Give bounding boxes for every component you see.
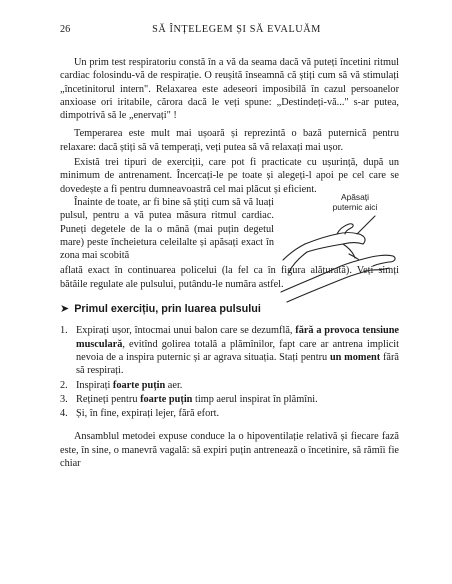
paragraph-exercise-types: Există trei tipuri de exerciții, care pot fi practicate cu ușurință, după un minimum de antrenament. Încercați-le pe toate și alegeți-l apoi pe cel care se dovedește a fi pentru dumneavoastră cel mai plăcut și eficient. [60, 157, 399, 195]
running-title: SĂ ÎNȚELEGEM ȘI SĂ EVALUĂM [152, 24, 321, 35]
paragraph-pulse-start: Înainte de toate, ar fi bine să știți cum să vă luați pulsul, pentru a vă putea măsura ritmul cardiac. Puneți degetele de la o mână (mai puțin degetul mare) peste încheietura celeilalte și apăsați exact în zona mai scobită [60, 196, 274, 262]
step-text-bold: fără a provoca tensiune musculară [76, 325, 399, 350]
step-text: aer. [165, 379, 183, 391]
step-text: , evitînd golirea totală a plămînilor, fapt care ar antrena implicit nevoia de a inspira puternic și ar agrava situația. Stați pentru [76, 338, 399, 363]
arrow-right-icon: ➤ [60, 303, 70, 316]
page-body [60, 56, 399, 470]
step-number: 4. [60, 408, 68, 420]
pulse-instructions [60, 191, 399, 291]
step-number: 2. [60, 379, 68, 391]
step-number: 3. [60, 393, 68, 405]
list-item [60, 324, 399, 377]
step-text: Expirați ușor, întocmai unui balon care se dezumflă, [76, 325, 296, 337]
step-text-bold: foarte puțin [140, 393, 193, 405]
pulse-figure [279, 192, 399, 304]
step-text-bold: un moment [329, 351, 381, 363]
step-text: timp aerul inspirat în plămîni. [192, 393, 318, 405]
hand-wrist-icon [279, 214, 399, 304]
step-text: Inspirați [76, 379, 113, 391]
paragraph-temperance: Temperarea este mult mai ușoară și reprezintă o bază puternică pentru relaxare: dacă știți să vă temperați, veți putea să vă relaxați mai ușor. [60, 128, 399, 153]
list-item [60, 379, 399, 392]
section-heading [60, 303, 399, 316]
figure-caption-line2: puternic aici [332, 202, 378, 213]
step-text: Și, în fine, expirați lejer, fără efort. [76, 408, 220, 420]
list-item [60, 393, 399, 406]
step-number: 1. [60, 325, 68, 337]
page-header [60, 24, 399, 40]
step-text-bold: foarte puțin [112, 379, 166, 391]
figure-caption-line1: Apăsați [341, 191, 369, 202]
step-text: fără să respirați. [76, 351, 400, 377]
paragraph-closing: Ansamblul metodei expuse conduce la o hipoventilație relativă și fiecare fază este, în sine, o manevră vagală: să expiri puțin antrenează o încetinire, să rămîi fie chiar [60, 431, 399, 470]
section-title: Primul exercițiu, prin luarea pulsului [74, 303, 261, 316]
paragraph-intro: Un prim test respiratoriu constă în a vă da seama dacă vă puteți încetini ritmul cardiac folosindu-vă de respirație. O reușită înseamnă că știți cum să vă stimulați „încetinitorul intern". Relaxarea este adeseori imposibilă în cazul persoanelor anxioase ori iritabile, cărora dacă le veți spune: „Destindeți-vă..." s-ar putea, dimpotrivă să le „enervați" ! [60, 57, 399, 122]
list-item [60, 407, 399, 420]
paragraph-pulse-end: aflată exact în continuarea policelui (la fel ca în figura alăturată). Veți simți bătăile regulate ale pulsului, putându-le număra astfel. [60, 265, 399, 290]
page-number: 26 [60, 24, 71, 35]
step-text: Rețineți pentru [76, 393, 141, 405]
steps-list [60, 324, 399, 420]
figure-caption [317, 192, 393, 213]
